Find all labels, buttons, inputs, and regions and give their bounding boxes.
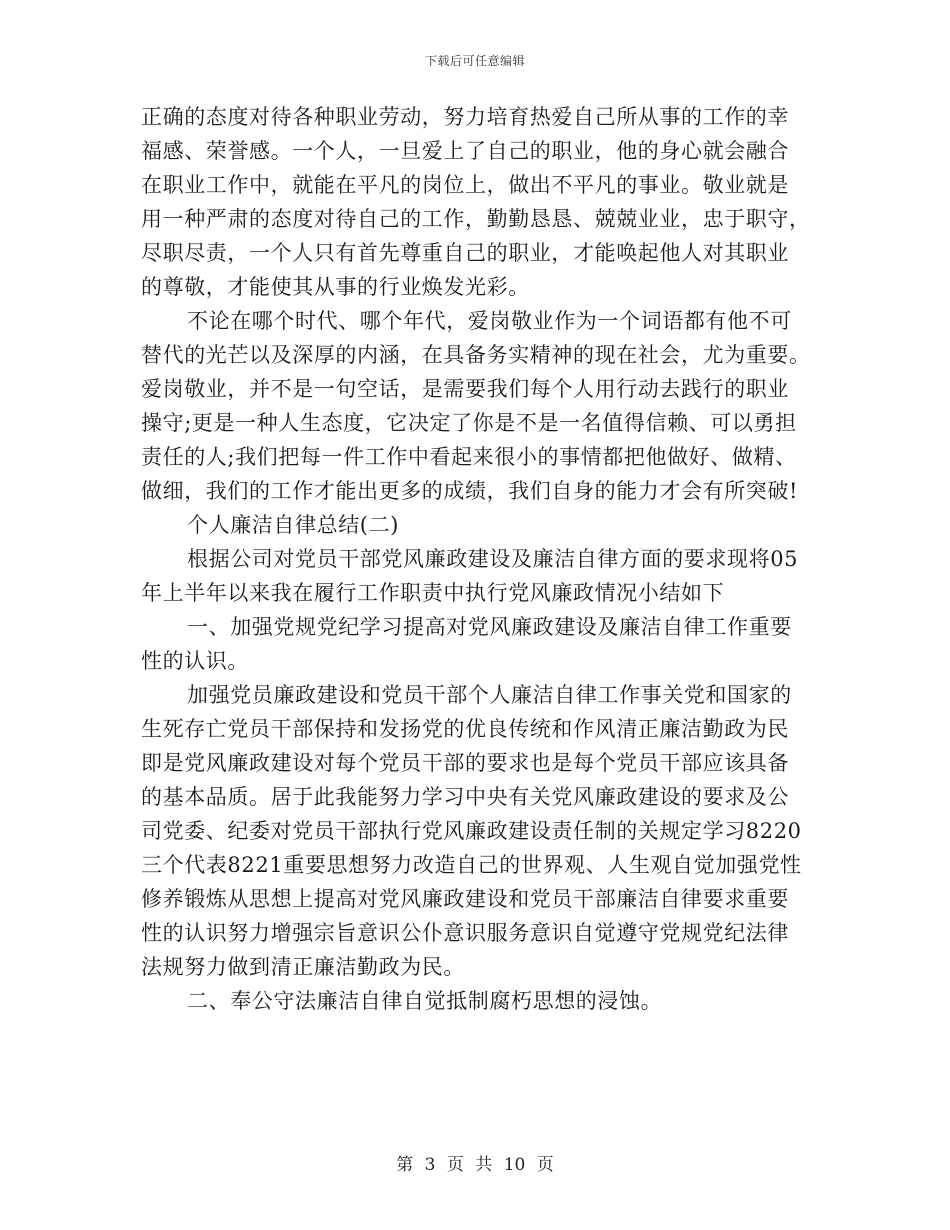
body-line: 尽职尽责，一个人只有首先尊重自己的职业，才能唤起他人对其职业 xyxy=(141,241,789,265)
body-line: 替代的光芒以及深厚的内涵，在具备务实精神的现在社会，尤为重要。 xyxy=(141,343,811,367)
body-line: 二、奉公守法廉洁自律自觉抵制腐朽思想的浸蚀。 xyxy=(187,989,663,1013)
body-line: 的基本品质。居于此我能努力学习中央有关党风廉政建设的要求及公 xyxy=(141,785,789,809)
body-line: 不论在哪个时代、哪个年代，爱岗敬业作为一个词语都有他不可 xyxy=(187,309,792,333)
body-line: 操守;更是一种人生态度，它决定了你是不是一名值得信赖、可以勇担 xyxy=(141,411,797,435)
body-line: 性的认识努力增强宗旨意识公仆意识服务意识自觉遵守党规党纪法律 xyxy=(141,921,789,945)
body-line: 一、加强党规党纪学习提高对党风廉政建设及廉洁自律工作重要 xyxy=(187,615,792,639)
body-line: 法规努力做到清正廉洁勤政为民。 xyxy=(141,955,465,979)
body-line: 福感、荣誉感。一个人，一旦爱上了自己的职业，他的身心就会融合 xyxy=(141,139,789,163)
body-line: 根据公司对党员干部党风廉政建设及廉洁自律方面的要求现将05 xyxy=(187,547,799,571)
body-line: 司党委、纪委对党员干部执行党风廉政建设责任制的关规定学习8220 xyxy=(141,819,802,843)
page-number: 第 3 页 共 10 页 xyxy=(396,1155,554,1175)
body-line: 生死存亡党员干部保持和发扬党的优良传统和作风清正廉洁勤政为民 xyxy=(141,717,789,741)
body-line: 即是党风廉政建设对每个党员干部的要求也是每个党员干部应该具备 xyxy=(141,751,789,775)
body-line: 加强党员廉政建设和党员干部个人廉洁自律工作事关党和国家的 xyxy=(187,683,792,707)
body-line: 爱岗敬业，并不是一句空话，是需要我们每个人用行动去践行的职业 xyxy=(141,377,789,401)
body-line: 在职业工作中，就能在平凡的岗位上，做出不平凡的事业。敬业就是 xyxy=(141,173,789,197)
section-heading: 个人廉洁自律总结(二) xyxy=(187,513,399,537)
body-line: 的尊敬，才能使其从事的行业焕发光彩。 xyxy=(141,275,530,299)
body-line: 年上半年以来我在履行工作职责中执行党风廉政情况小结如下 xyxy=(141,581,725,605)
body-line: 做细，我们的工作才能出更多的成绩，我们自身的能力才会有所突破! xyxy=(141,479,799,503)
body-line: 正确的态度对待各种职业劳动，努力培育热爱自己所从事的工作的幸 xyxy=(141,105,789,129)
body-line: 修养锻炼从思想上提高对党风廉政建设和党员干部廉洁自律要求重要 xyxy=(141,887,789,911)
page-header: 下载后可任意编辑 xyxy=(424,54,525,68)
document-body xyxy=(141,100,811,1018)
body-line: 三个代表8221重要思想努力改造自己的世界观、人生观自觉加强党性 xyxy=(141,853,802,877)
body-line: 责任的人;我们把每一件工作中看起来很小的事情都把他做好、做精、 xyxy=(141,445,797,469)
body-line: 用一种严肃的态度对待自己的工作，勤勤恳恳、兢兢业业，忠于职守， xyxy=(141,207,811,231)
body-line: 性的认识。 xyxy=(141,649,249,673)
